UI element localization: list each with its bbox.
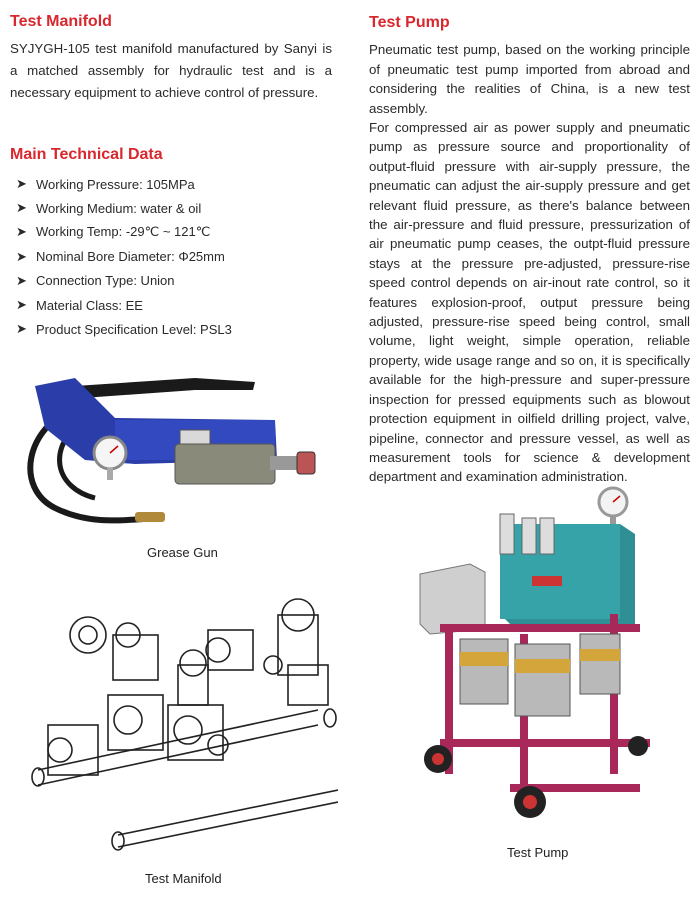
- spec-item: [16, 172, 232, 196]
- spec-text: Connection Type: Union: [36, 273, 175, 289]
- test-pump-heading: Test Pump: [369, 14, 450, 31]
- arrow-bullet-icon: ➤: [16, 176, 27, 192]
- test-manifold-image: [18, 595, 338, 855]
- arrow-bullet-icon: ➤: [16, 297, 27, 313]
- spec-item: [16, 293, 232, 317]
- test-pump-para-1: Pneumatic test pump, based on the working principle of pneumatic test pump imported from abroad and considering the realities of China, is a new test assembly.: [369, 42, 690, 116]
- arrow-bullet-icon: ➤: [16, 224, 27, 240]
- spec-item: [16, 317, 232, 341]
- spec-text: Working Medium: water & oil: [36, 200, 202, 216]
- arrow-bullet-icon: ➤: [16, 272, 27, 288]
- test-pump-para-2: For compressed air as power supply and pneumatic pump as pressure source and proportionality of output-fluid pressure with air-supply pressure, the pneumatic can adjust the air-supply pressure and get relevant fluid pressure, as there's balance between the air-pressure and fluid pressure, pressurization of air pneumatic pump ceases, the outpt-fluid pressure stays at the pressure pre-adjusted, pressure-rise speed control depends on air-inout rate control, so it features explosion-proof, output pressure being adjusted, pressure-rise speed being control, small volume, light weight, simple operation, reliable property, wide usage range and so on, it is specifically available for the high-pressure and super-pressure inspection for pressed equipments such as blowout protection equipment in oilfield drilling project, valve, pipeline, connector and pressure vessel, as well as measurement tools for science & development department and examination administration.: [369, 120, 690, 485]
- arrow-bullet-icon: ➤: [16, 321, 27, 337]
- test-pump-caption: Test Pump: [507, 845, 569, 860]
- test-manifold-caption: Test Manifold: [145, 871, 222, 886]
- arrow-bullet-icon: ➤: [16, 200, 27, 216]
- grease-gun-caption: Grease Gun: [147, 545, 218, 560]
- spec-text: Nominal Bore Diameter: Φ25mm: [36, 249, 225, 265]
- test-manifold-intro: SYJYGH-105 test manifold manufactured by Sanyi is a matched assembly for hydraulic test and is a necessary equipment to achieve control of pressure.: [10, 41, 332, 100]
- spec-item: [16, 245, 232, 269]
- arrow-bullet-icon: ➤: [16, 248, 27, 264]
- spec-text: Working Temp: -29℃ ~ 121℃: [36, 224, 211, 240]
- spec-list: [16, 172, 232, 341]
- grease-gun-image: [15, 368, 335, 540]
- spec-text: Product Specification Level: PSL3: [36, 321, 232, 337]
- spec-text: Working Pressure: 105MPa: [36, 176, 195, 192]
- main-technical-data-heading: Main Technical Data: [10, 146, 163, 163]
- spec-text: Material Class: EE: [36, 297, 143, 313]
- spec-item: [16, 220, 232, 244]
- spec-item: [16, 269, 232, 293]
- test-pump-image: [410, 484, 660, 826]
- test-manifold-heading: Test Manifold: [10, 13, 112, 30]
- spec-item: [16, 196, 232, 220]
